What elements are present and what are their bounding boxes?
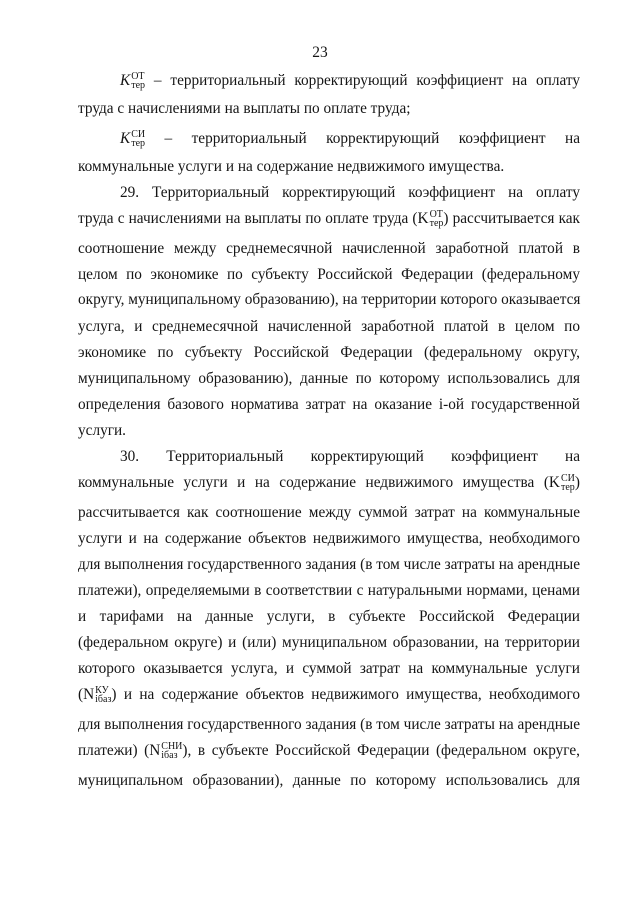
p29-line-2: труда с начислениями на выплаты по оплате труда (K ОТ тер ) рассчитывается как bbox=[78, 209, 580, 229]
p30-line-12: платежи) (N СНИ iбаз ), в субъекте Российской Федерации (федеральном округе, bbox=[78, 741, 580, 761]
symbol-k-si-ter: K СИ тер bbox=[120, 129, 146, 149]
definition-1-line-1: K ОТ тер – территориальный корректирующий коэффициент на оплату bbox=[120, 71, 581, 91]
p29-line-8: муниципальному образованию), данные по которому использовались для bbox=[78, 370, 580, 387]
p30-line-11: для выполнения государственного задания (в том числе затраты на арендные bbox=[78, 716, 580, 733]
p30-line-10: (N КУ iбаз ) и на содержание объектов недвижимого имущества, необходимого bbox=[78, 685, 580, 705]
p29-line-3: соотношение между среднемесячной начисленной заработной платой в bbox=[78, 240, 580, 257]
p30-line-13: муниципальном образовании), данные по которому использовались для bbox=[78, 772, 580, 789]
p30-line-5: для выполнения государственного задания (в том числе затраты на арендные bbox=[78, 556, 580, 573]
p30-line-8: (федеральном округе) и (или) муниципальном образовании, на территории bbox=[78, 634, 580, 651]
p30-line-7: и тарифами на данные услуги, в субъекте Российской Федерации bbox=[78, 608, 580, 625]
definition-2-line-2: коммунальные услуги и на содержание недвижимого имущества. bbox=[78, 158, 505, 175]
p30-line-3: рассчитывается как соотношение между суммой затрат на коммунальные bbox=[78, 504, 580, 521]
p30-line-2: коммунальные услуги и на содержание недвижимого имущества (K СИ тер ) bbox=[78, 473, 580, 493]
p29-line-9: определения базового норматива затрат на оказание i-ой государственной bbox=[78, 396, 580, 413]
p29-line-10: услуги. bbox=[78, 422, 127, 439]
p29-line-5: округу, муниципальному образованию), на территории которого оказывается bbox=[78, 291, 581, 308]
definition-2-line-1: K СИ тер – территориальный корректирующий коэффициент на bbox=[120, 129, 580, 149]
page-number: 23 bbox=[312, 44, 328, 61]
definition-1-line-2: труда с начислениями на выплаты по оплате труда; bbox=[78, 100, 411, 117]
p30-line-6: платежи), определяемыми в соответствии с натуральными нормами, ценами bbox=[78, 582, 580, 599]
p30-line-1: 30. Территориальный корректирующий коэффициент на bbox=[120, 448, 580, 465]
p29-line-1: 29. Территориальный корректирующий коэффициент на оплату bbox=[120, 184, 580, 201]
symbol-k-ot-ter: K ОТ тер bbox=[120, 71, 146, 91]
p29-line-6: услуга, и среднемесячной начисленной заработной платой в целом по bbox=[78, 318, 580, 335]
p30-line-9: которого оказывается услуга, и суммой затрат на коммунальные услуги bbox=[78, 660, 580, 677]
p29-line-4: целом по экономике по субъекту Российской Федерации (федеральному bbox=[78, 266, 580, 283]
p30-line-4: услуги и на содержание объектов недвижимого имущества, необходимого bbox=[78, 530, 580, 547]
p29-line-7: экономике по субъекту Российской Федерации (федеральному округу, bbox=[78, 344, 580, 361]
